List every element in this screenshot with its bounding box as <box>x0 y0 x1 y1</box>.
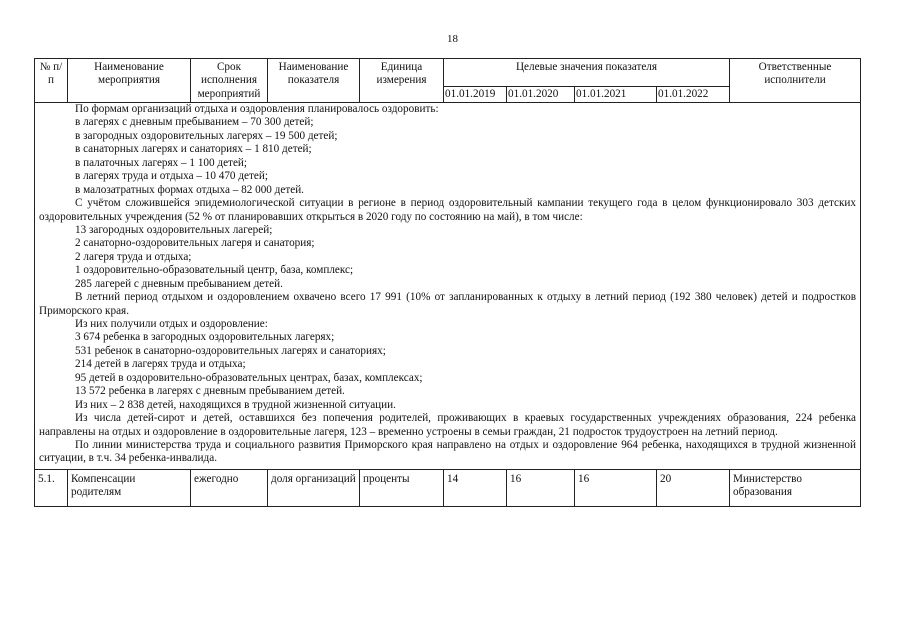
functioned-item: 13 загородных оздоровительных лагерей; <box>75 223 273 236</box>
plan-item: в санаторных лагерях и санаториях – 1 810 детей; <box>75 143 312 156</box>
measures-table <box>34 58 861 507</box>
row-value-2021: 16 <box>575 469 657 506</box>
summer-paragraph: В летний период отдыхом и оздоровлением охвачено всего 17 991 (10% от запланированных к отдыху в летний период (192 380 человек) детей и подростков Приморского края. <box>39 291 856 317</box>
received-title: Из них получили отдых и оздоровление: <box>75 318 268 330</box>
header-unit: Единица измерения <box>360 59 444 103</box>
row-value-2019: 14 <box>444 469 507 506</box>
plan-item: в лагерях с дневным пребыванием – 70 300 детей; <box>75 116 314 129</box>
plan-item: в лагерях труда и отдыха – 10 470 детей; <box>75 170 268 183</box>
header-target-values: Целевые значения показателя <box>444 59 730 87</box>
table-body-row <box>35 103 861 470</box>
header-responsible: Ответственные исполнители <box>730 59 861 103</box>
covid-paragraph: С учётом сложившейся эпидемиологической ситуации в регионе в период оздоровительный кампании текущего года в целом функционировало 303 детских оздоровительных учреждения (52 % от планировавших открыться в 2020 году по состоянию на май), в том числе: <box>39 197 856 223</box>
header-number: № п/п <box>35 59 68 103</box>
ministry-paragraph: По линии министерства труда и социального развития Приморского края направлено на отдых и оздоровление 964 ребенка, находящихся в трудной жизненной ситуации, в т.ч. 34 ребенка-инвалида. <box>39 438 856 465</box>
row-indicator: доля организаций <box>268 469 360 506</box>
received-item: 13 572 ребенка в лагерях с дневным пребыванием детей. <box>75 385 345 398</box>
header-date-2019: 01.01.2019 <box>444 87 507 103</box>
received-item: 531 ребенок в санаторно-оздоровительных лагерях и санаториях; <box>75 344 386 357</box>
plan-item: в загородных оздоровительных лагерях – 19 500 детей; <box>75 129 338 142</box>
row-measure-name: Компенсации родителям <box>68 469 191 506</box>
received-item: 3 674 ребенка в загородных оздоровительных лагерях; <box>75 331 335 344</box>
plan-item: в малозатратных формах отдыха – 82 000 детей. <box>75 183 304 196</box>
plan-title: По формам организаций отдыха и оздоровления планировалось оздоровить: <box>75 103 439 115</box>
table-header-row <box>35 59 861 87</box>
functioned-item: 285 лагерей с дневным пребыванием детей. <box>75 277 283 290</box>
hard-situation-line: Из них – 2 838 детей, находящихся в трудной жизненной ситуации. <box>75 398 396 411</box>
received-item: 214 детей в лагерях труда и отдыха; <box>75 358 246 371</box>
page-number: 18 <box>447 33 458 45</box>
received-item: 95 детей в оздоровительно-образовательных центрах, базах, комплексах; <box>75 371 423 384</box>
row-value-2022: 20 <box>657 469 730 506</box>
header-date-2022: 01.01.2022 <box>657 87 730 103</box>
row-unit: проценты <box>360 469 444 506</box>
functioned-item: 1 оздоровительно-образовательный центр, база, комплекс; <box>75 264 354 277</box>
table-row <box>35 469 861 506</box>
header-measure-name: Наименование мероприятия <box>68 59 191 103</box>
orphans-paragraph: Из числа детей-сирот и детей, оставшихся без попечения родителей, проживающих в краевых государственных учреждениях образования, 224 ребенка направлены на отдых и оздоровление в оздоровительные лагеря, 123 – временно устроены в семьи граждан, 21 подросток трудоустроен на летний период. <box>39 412 856 438</box>
row-value-2020: 16 <box>507 469 575 506</box>
row-term: ежегодно <box>191 469 268 506</box>
functioned-item: 2 санаторно-оздоровительных лагеря и санатория; <box>75 237 315 250</box>
row-number: 5.1. <box>35 469 68 506</box>
header-term: Срок исполнения мероприятий <box>191 59 268 103</box>
header-date-2020: 01.01.2020 <box>507 87 575 103</box>
header-date-2021: 01.01.2021 <box>575 87 657 103</box>
functioned-item: 2 лагеря труда и отдыха; <box>75 250 192 263</box>
report-text <box>35 103 861 470</box>
header-indicator: Наименование показателя <box>268 59 360 103</box>
row-responsible: Министерство образования <box>730 469 861 506</box>
plan-item: в палаточных лагерях – 1 100 детей; <box>75 156 248 169</box>
